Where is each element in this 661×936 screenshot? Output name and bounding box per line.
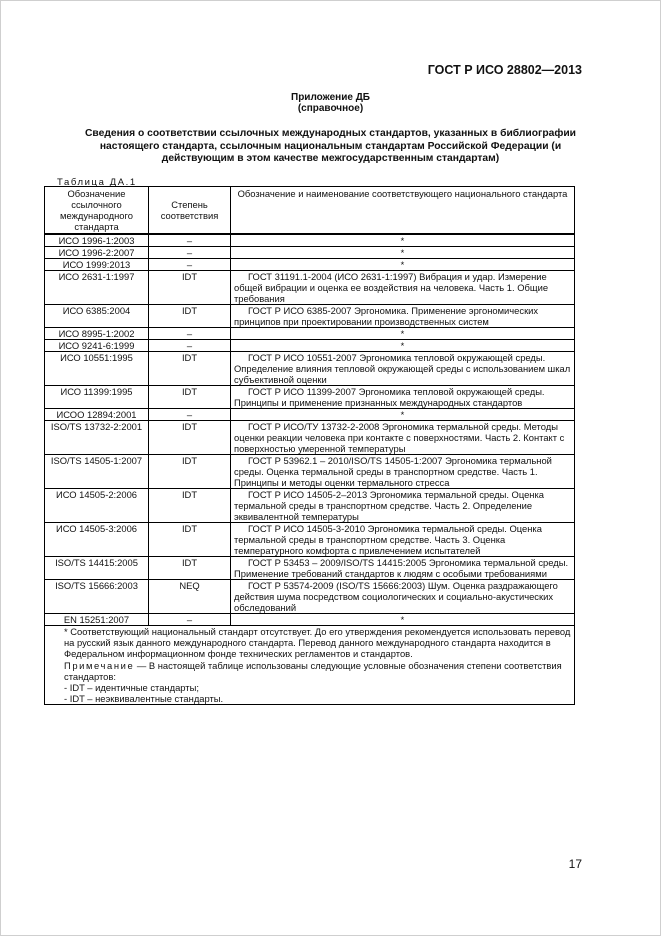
appendix-heading [1,92,660,114]
degree-cell: IDT [149,352,231,386]
national-standard-text: ГОСТ 31191.1-2004 (ИСО 2631-1:1997) Вибрация и удар. Измерение общей вибрации и оценка ее воздействия на человека. Часть 1. Общие требования [234,271,549,304]
ref-standard-cell: ISO/TS 15666:2003 [45,580,149,614]
national-standard-text: ГОСТ Р ИСО 6385-2007 Эргономика. Применение эргономических принципов при проектировании производственных систем [234,305,539,327]
standard-header: ГОСТ Р ИСО 28802—2013 [427,63,582,77]
table-notes-row [45,626,575,705]
table-row [45,340,575,352]
note-label: Примечание [64,659,135,671]
degree-cell: – [149,340,231,352]
national-standard-cell [231,386,575,409]
national-standard-text: ГОСТ Р 53453 – 2009/ISO/TS 14415:2005 Эргономика термальной среды. Применение требований стандартов к людям с особыми требованиями [234,557,569,579]
header-ref: Обозначение ссылочного международного стандарта [45,187,149,235]
degree-cell: – [149,234,231,247]
national-standard-cell: * [231,247,575,259]
ref-standard-cell: ИСО 14505-2:2006 [45,489,149,523]
ref-standard-cell: ИСО 1996-1:2003 [45,234,149,247]
ref-standard-cell: ИСОО 12894:2001 [45,409,149,421]
table-row [45,523,575,557]
national-standard-text: ГОСТ Р ИСО 14505-2–2013 Эргономика термальной среды. Оценка термальной среды в транспортном средстве. Часть 2. Определение эквивалентной температуры [234,489,545,522]
ref-standard-cell: ИСО 1999:2013 [45,259,149,271]
degree-cell: IDT [149,557,231,580]
degree-cell: IDT [149,523,231,557]
degree-cell: – [149,247,231,259]
section-title-line-1: Сведения о соответствии ссылочных международных стандартов, указанных в библиографии [84,128,577,139]
section-title-line-3: действующим в этом качестве межгосударственным стандартам) [161,153,500,164]
national-standard-cell [231,421,575,455]
table-row [45,247,575,259]
page-number: 17 [568,857,582,871]
degree-cell: – [149,409,231,421]
degree-cell: – [149,614,231,626]
table-row [45,386,575,409]
table-row [45,234,575,247]
ref-standard-cell: ИСО 10551:1995 [45,352,149,386]
table-row [45,557,575,580]
national-standard-cell: * [231,340,575,352]
table-header-row [45,187,575,235]
ref-standard-cell: ИСО 6385:2004 [45,305,149,328]
ref-standard-cell: ИСО 14505-3:2006 [45,523,149,557]
national-standard-cell: * [231,328,575,340]
ref-standard-cell: ISO/TS 14505-1:2007 [45,455,149,489]
table-row [45,271,575,305]
degree-cell: NEQ [149,580,231,614]
national-standard-text: ГОСТ Р ИСО/ТУ 13732-2-2008 Эргономика термальной среды. Методы оценки реакции человека при контакте с поверхностями. Часть 2. Контакт с поверхностью умеренной температуры [234,421,565,454]
degree-cell: – [149,259,231,271]
ref-standard-cell: ИСО 2631-1:1997 [45,271,149,305]
table-row [45,259,575,271]
national-standard-cell: * [231,614,575,626]
national-standard-cell [231,305,575,328]
degree-cell: IDT [149,421,231,455]
table-row [45,580,575,614]
national-standard-text: ГОСТ Р ИСО 14505-3-2010 Эргономика термальной среды. Оценка термальной среды в транспортном средстве. Часть 3. Оценка температурного комфорта с привлечением испытателей [234,523,542,556]
national-standard-cell [231,455,575,489]
national-standard-cell [231,352,575,386]
degree-cell: – [149,328,231,340]
degree-cell: IDT [149,386,231,409]
standards-table [44,186,575,705]
degree-cell: IDT [149,455,231,489]
note-item-2: - IDT – неэквивалентные стандарты. [64,693,224,705]
national-standard-cell: * [231,409,575,421]
table-row [45,614,575,626]
header-degree: Степень соответствия [149,187,231,235]
national-standard-cell [231,489,575,523]
table-row [45,352,575,386]
table-row [45,409,575,421]
national-standard-text: ГОСТ Р 53962.1 – 2010/ISO/TS 14505-1:2007 Эргономика термальной среды. Оценка термальной среды в транспортном средстве. Часть 1. Принципы и методы оценки термального стресса [234,455,552,488]
table-row [45,421,575,455]
table-row [45,455,575,489]
degree-cell: IDT [149,489,231,523]
degree-cell: IDT [149,271,231,305]
ref-standard-cell: ИСО 1996-2:2007 [45,247,149,259]
table-notes [45,626,575,705]
degree-cell: IDT [149,305,231,328]
national-standard-cell [231,580,575,614]
ref-standard-cell: ИСО 11399:1995 [45,386,149,409]
table-row [45,489,575,523]
national-standard-text: ГОСТ Р ИСО 11399-2007 Эргономика тепловой окружающей среды. Принципы и применение признанных международных стандартов [234,386,545,408]
national-standard-cell [231,557,575,580]
note-text: — В настоящей таблице использованы следующие условные обозначения степени соответствия стандартов: [64,659,562,682]
note [48,660,571,682]
ref-standard-cell: ИСО 8995-1:2002 [45,328,149,340]
section-title [49,128,612,166]
appendix-subtitle: (справочное) [297,103,364,114]
appendix-title: Приложение ДБ [291,92,370,103]
ref-standard-cell: ISO/TS 13732-2:2001 [45,421,149,455]
national-standard-cell [231,523,575,557]
table-row [45,328,575,340]
national-standard-cell [231,271,575,305]
section-title-line-2: настоящего стандарта, ссылочным национальным стандартам Российской Федерации (и [99,140,562,152]
header-national: Обозначение и наименование соответствующего национального стандарта [231,187,575,235]
table-row [45,305,575,328]
national-standard-text: ГОСТ Р 53574-2009 (ISO/TS 15666:2003) Шум. Оценка раздражающего действия шума посредством социологических и социально-акустических обследований [234,580,558,613]
note-item-1: - IDT – идентичные стандарты; [64,682,199,694]
footnote: * Соответствующий национальный стандарт отсутствует. До его утверждения рекомендуется использовать перевод на русский язык данного международного стандарта. Перевод данного международного стандарта находится в Федеральном информационном фонде технических регламентов и стандартов. [64,626,571,660]
national-standard-cell: * [231,234,575,247]
national-standard-cell: * [231,259,575,271]
ref-standard-cell: ИСО 9241-6:1999 [45,340,149,352]
table-label: Таблица ДА.1 [57,177,137,188]
national-standard-text: ГОСТ Р ИСО 10551-2007 Эргономика тепловой окружающей среды. Определение влияния тепловой окружающей среды с использованием шкал субъективной оценки [234,352,571,385]
ref-standard-cell: EN 15251:2007 [45,614,149,626]
ref-standard-cell: ISO/TS 14415:2005 [45,557,149,580]
